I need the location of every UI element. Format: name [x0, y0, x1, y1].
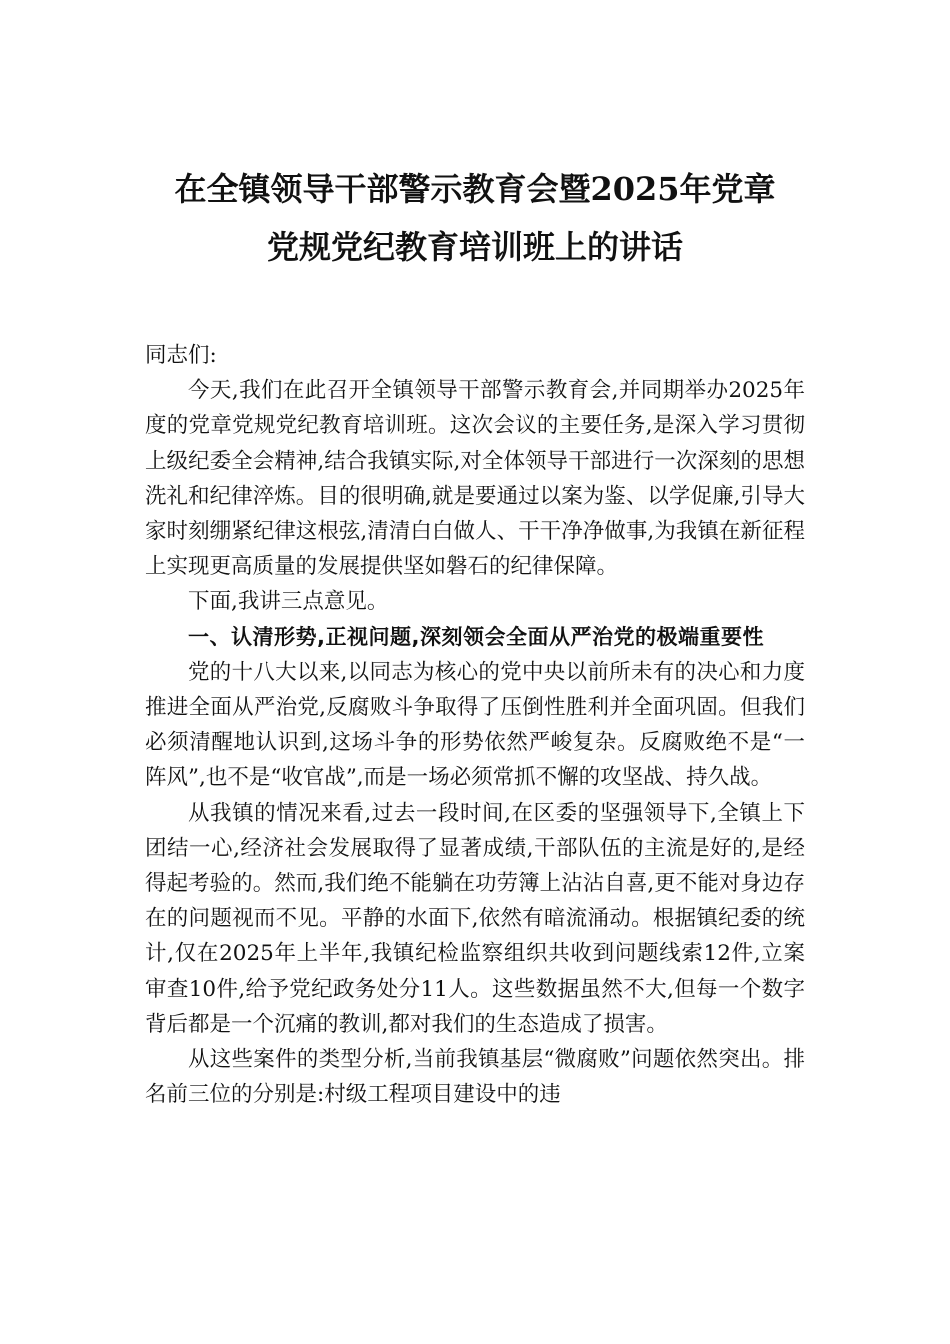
section-1-heading: 一、认清形势,正视问题,深刻领会全面从严治党的极端重要性	[188, 624, 764, 649]
outline-paragraph: 下面,我讲三点意见。	[188, 589, 389, 615]
title-line-2: 党规党纪教育培训班上的讲话	[266, 228, 683, 266]
section-1-paragraph-2: 从我镇的情况来看,过去一段时间,在区委的坚强领导下,全镇上下团结一心,经济社会发展取得了显著成绩,干部队伍的主流是好的,是经得起考验的。然而,我们绝不能躺在功劳簿上沾沾自喜,更不能对身边存在的问题视而不见。平静的水面下,依然有暗流涌动。根据镇纪委的统计,仅在2025年上半年,我镇纪检监察组织共收到问题线索12件,立案审查10件,给予党纪政务处分11人。这些数据虽然不大,但每一个数字背后都是一个沉痛的教训,都对我们的生态造成了损害。	[145, 800, 805, 1037]
intro-paragraph: 今天,我们在此召开全镇领导干部警示教育会,并同期举办2025年度的党章党规党纪教育培训班。这次会议的主要任务,是深入学习贯彻上级纪委全会精神,结合我镇实际,对全体领导干部进行一次深刻的思想洗礼和纪律淬炼。目的很明确,就是要通过以案为鉴、以学促廉,引导大家时刻绷紧纪律这根弦,清清白白做人、干干净净做事,为我镇在新征程上实现更高质量的发展提供坚如磐石的纪律保障。	[145, 378, 805, 580]
document-page	[145, 160, 805, 1112]
document-body	[145, 338, 805, 1112]
document-title	[145, 160, 805, 276]
salutation: 同志们:	[145, 343, 217, 368]
section-1-paragraph-3: 从这些案件的类型分析,当前我镇基层“微腐败”问题依然突出。排名前三位的分别是:村级工程项目建设中的违	[145, 1047, 805, 1108]
section-1-paragraph-1: 党的十八大以来,以同志为核心的党中央以前所未有的决心和力度推进全面从严治党,反腐败斗争取得了压倒性胜利并全面巩固。但我们必须清醒地认识到,这场斗争的形势依然严峻复杂。反腐败绝不是“一阵风”,也不是“收官战”,而是一场必须常抓不懈的攻坚战、持久战。	[145, 659, 805, 791]
title-line-1: 在全镇领导干部警示教育会暨2025年党章	[174, 170, 776, 208]
